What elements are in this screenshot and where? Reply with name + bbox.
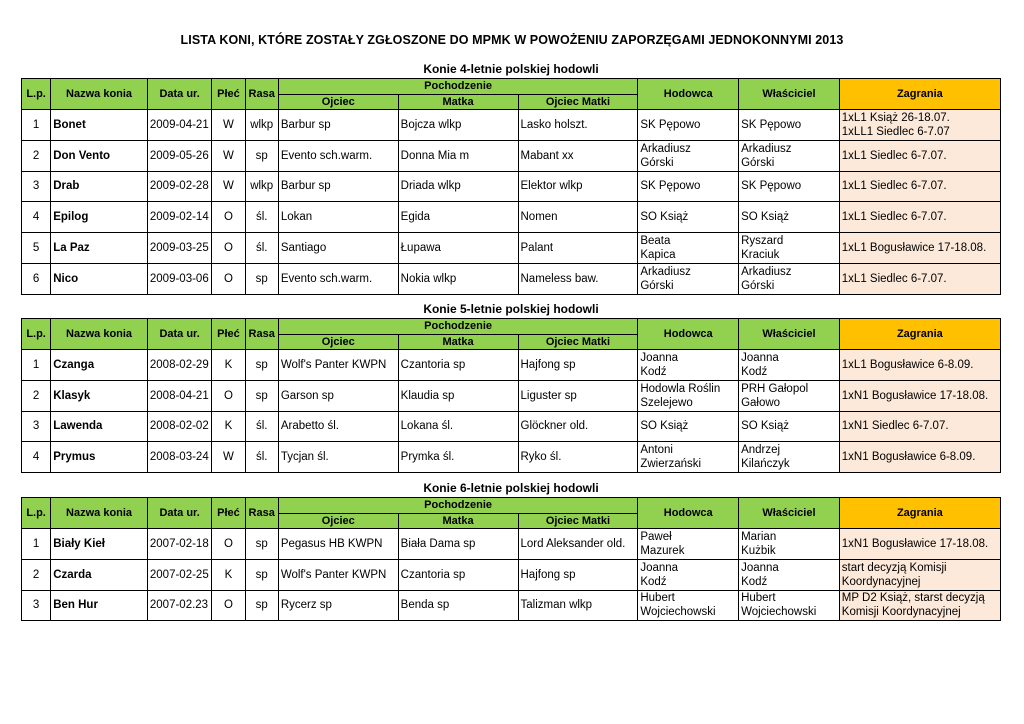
- cell-line: 1xN1 Siedlec 6-7.07.: [841, 420, 949, 433]
- header-name: Nazwa konia: [51, 319, 148, 350]
- table-row: [22, 411, 1001, 442]
- cell-line: 1xL1 Siedlec 6-7.07.: [841, 211, 947, 224]
- cell-dam: Klaudia sp: [398, 380, 518, 411]
- header-pedigree: Pochodzenie: [278, 319, 638, 335]
- cell-sex: W: [212, 442, 245, 473]
- cell-line: SK Pępowo: [741, 180, 802, 193]
- cell-horse-name: Biały Kieł: [51, 529, 148, 560]
- cell-breeder: [638, 380, 739, 411]
- cell-line: Antoni: [640, 444, 673, 457]
- cell-starts: [839, 559, 1000, 590]
- cell-line: Marian: [741, 530, 777, 543]
- table-row: [22, 529, 1001, 560]
- cell-line: Górski: [640, 279, 674, 292]
- cell-damsire: Ryko śl.: [518, 442, 638, 473]
- cell-line: Ryszard: [741, 235, 784, 248]
- cell-dam: Biała Dama sp: [398, 529, 518, 560]
- cell-line: Arkadiusz: [741, 142, 792, 155]
- cell-breeder: [638, 140, 739, 171]
- cell-sex: O: [212, 263, 245, 294]
- cell-breeder: [638, 559, 739, 590]
- header-name: Nazwa konia: [51, 498, 148, 529]
- cell-breed: wlkp: [245, 171, 278, 202]
- cell-sire: Barbur sp: [278, 110, 398, 141]
- table-row: [22, 380, 1001, 411]
- cell-breeder: [638, 411, 739, 442]
- cell-line: 1xL1 Siedlec 6-7.07.: [841, 180, 947, 193]
- cell-owner: [739, 590, 840, 621]
- cell-sex: W: [212, 171, 245, 202]
- cell-sire: Evento sch.warm.: [278, 263, 398, 294]
- header-breed: Rasa: [245, 498, 278, 529]
- cell-damsire: Glöckner old.: [518, 411, 638, 442]
- cell-starts: [839, 350, 1000, 381]
- header-sex: Płeć: [212, 319, 245, 350]
- table-row: [22, 559, 1001, 590]
- header-breeder: Hodowca: [638, 498, 739, 529]
- cell-line: Arkadiusz: [741, 265, 792, 278]
- cell-line: Kodź: [741, 365, 768, 378]
- header-sire: Ojciec: [278, 513, 398, 529]
- header-lp: L.p.: [22, 319, 51, 350]
- horse-table: [21, 497, 1001, 621]
- header-sire: Ojciec: [278, 334, 398, 350]
- header-pedigree: Pochodzenie: [278, 498, 638, 514]
- cell-damsire: Nameless baw.: [518, 263, 638, 294]
- header-owner: Właściciel: [739, 79, 840, 110]
- table-row: [22, 350, 1001, 381]
- cell-starts: [839, 380, 1000, 411]
- cell-line: Arkadiusz: [640, 265, 691, 278]
- cell-lp: 3: [22, 590, 51, 621]
- cell-breed: sp: [245, 529, 278, 560]
- cell-line: start decyzją Komisji: [841, 561, 947, 574]
- header-sex: Płeć: [212, 498, 245, 529]
- table-row: [22, 171, 1001, 202]
- cell-sire: Santiago: [278, 233, 398, 264]
- header-sire: Ojciec: [278, 94, 398, 110]
- cell-line: 1xN1 Bogusławice 6-8.09.: [841, 451, 976, 464]
- header-damsire: Ojciec Matki: [518, 334, 638, 350]
- cell-line: Hubert: [640, 592, 675, 605]
- cell-horse-name: Bonet: [51, 110, 148, 141]
- cell-line: Zwierzański: [640, 458, 702, 471]
- cell-horse-name: Nico: [51, 263, 148, 294]
- cell-starts: [839, 411, 1000, 442]
- cell-breed: śl.: [245, 233, 278, 264]
- cell-line: SO Książ: [640, 420, 689, 433]
- header-breeder: Hodowca: [638, 79, 739, 110]
- cell-breeder: [638, 442, 739, 473]
- cell-birth-date: 2008-02-02: [147, 411, 211, 442]
- table-row: [22, 140, 1001, 171]
- cell-line: 1xL1 Bogusławice 17-18.08.: [841, 242, 987, 255]
- cell-dam: Driada wlkp: [398, 171, 518, 202]
- cell-line: Szelejewo: [640, 396, 693, 409]
- horse-table: [21, 318, 1001, 473]
- cell-starts: [839, 263, 1000, 294]
- cell-sex: K: [212, 559, 245, 590]
- cell-damsire: Lasko holszt.: [518, 110, 638, 141]
- cell-lp: 1: [22, 110, 51, 141]
- cell-horse-name: Lawenda: [51, 411, 148, 442]
- cell-lp: 4: [22, 442, 51, 473]
- header-starts: Zagrania: [839, 79, 1000, 110]
- table-row: [22, 263, 1001, 294]
- cell-breeder: [638, 590, 739, 621]
- header-owner: Właściciel: [739, 498, 840, 529]
- section-title: Konie 6-letnie polskiej hodowli: [423, 481, 599, 495]
- cell-line: Wojciechowski: [640, 606, 716, 619]
- header-date: Data ur.: [147, 319, 211, 350]
- cell-breed: śl.: [245, 442, 278, 473]
- cell-line: Arkadiusz: [640, 142, 691, 155]
- cell-line: Górski: [741, 279, 775, 292]
- cell-starts: [839, 110, 1000, 141]
- cell-line: SO Książ: [640, 211, 689, 224]
- cell-breed: wlkp: [245, 110, 278, 141]
- cell-dam: Nokia wlkp: [398, 263, 518, 294]
- cell-line: SK Pępowo: [741, 118, 802, 131]
- cell-lp: 5: [22, 233, 51, 264]
- cell-line: SK Pępowo: [640, 118, 701, 131]
- cell-damsire: Mabant xx: [518, 140, 638, 171]
- cell-breed: sp: [245, 263, 278, 294]
- cell-starts: [839, 140, 1000, 171]
- table-row: [22, 202, 1001, 233]
- cell-birth-date: 2008-03-24: [147, 442, 211, 473]
- header-starts: Zagrania: [839, 498, 1000, 529]
- cell-sex: O: [212, 590, 245, 621]
- cell-sire: Arabetto śl.: [278, 411, 398, 442]
- cell-sire: Tycjan śl.: [278, 442, 398, 473]
- cell-owner: [739, 110, 840, 141]
- cell-birth-date: 2007-02-18: [147, 529, 211, 560]
- cell-damsire: Nomen: [518, 202, 638, 233]
- cell-sex: O: [212, 529, 245, 560]
- cell-line: 1xL1 Bogusławice 6-8.09.: [841, 358, 974, 371]
- cell-owner: [739, 442, 840, 473]
- cell-line: SK Pępowo: [640, 180, 701, 193]
- cell-line: Joanna: [741, 561, 779, 574]
- header-dam: Matka: [398, 94, 518, 110]
- cell-horse-name: Czarda: [51, 559, 148, 590]
- cell-dam: Lokana śl.: [398, 411, 518, 442]
- cell-horse-name: Ben Hur: [51, 590, 148, 621]
- cell-birth-date: 2007-02-25: [147, 559, 211, 590]
- cell-lp: 6: [22, 263, 51, 294]
- cell-line: Hubert: [741, 592, 776, 605]
- cell-starts: [839, 202, 1000, 233]
- cell-sex: K: [212, 411, 245, 442]
- cell-dam: Bojcza wlkp: [398, 110, 518, 141]
- cell-breed: śl.: [245, 202, 278, 233]
- cell-sire: Wolf's Panter KWPN: [278, 559, 398, 590]
- cell-damsire: Palant: [518, 233, 638, 264]
- cell-birth-date: 2009-05-26: [147, 140, 211, 171]
- cell-line: 1xL1 Siedlec 6-7.07.: [841, 149, 947, 162]
- cell-line: 1xL1 Książ 26-18.07.: [841, 111, 950, 124]
- cell-birth-date: 2009-04-21: [147, 110, 211, 141]
- cell-line: Górski: [640, 156, 674, 169]
- cell-sex: W: [212, 140, 245, 171]
- cell-owner: [739, 559, 840, 590]
- cell-birth-date: 2009-03-25: [147, 233, 211, 264]
- cell-breeder: [638, 202, 739, 233]
- cell-owner: [739, 202, 840, 233]
- cell-line: Kodź: [640, 365, 667, 378]
- cell-sex: K: [212, 350, 245, 381]
- cell-dam: Czantoria sp: [398, 559, 518, 590]
- cell-damsire: Lord Aleksander old.: [518, 529, 638, 560]
- cell-horse-name: Epilog: [51, 202, 148, 233]
- cell-horse-name: Klasyk: [51, 380, 148, 411]
- cell-owner: [739, 233, 840, 264]
- header-starts: Zagrania: [839, 319, 1000, 350]
- header-name: Nazwa konia: [51, 79, 148, 110]
- cell-owner: [739, 263, 840, 294]
- cell-breeder: [638, 233, 739, 264]
- cell-breeder: [638, 171, 739, 202]
- cell-birth-date: 2008-02-29: [147, 350, 211, 381]
- cell-dam: Prymka śl.: [398, 442, 518, 473]
- cell-damsire: Elektor wlkp: [518, 171, 638, 202]
- table-row: [22, 233, 1001, 264]
- cell-breed: śl.: [245, 411, 278, 442]
- cell-damsire: Hajfong sp: [518, 559, 638, 590]
- cell-line: Komisji Koordynacyjnej: [841, 606, 961, 619]
- cell-line: Joanna: [640, 351, 679, 364]
- cell-owner: [739, 380, 840, 411]
- cell-line: 1xL1 Siedlec 6-7.07.: [841, 272, 947, 285]
- table-row: [22, 110, 1001, 141]
- cell-line: Koordynacyjnej: [841, 575, 921, 588]
- cell-horse-name: Prymus: [51, 442, 148, 473]
- header-owner: Właściciel: [739, 319, 840, 350]
- cell-sire: Lokan: [278, 202, 398, 233]
- cell-line: SO Książ: [741, 211, 789, 224]
- cell-damsire: Hajfong sp: [518, 350, 638, 381]
- cell-line: Joanna: [741, 351, 779, 364]
- cell-line: 1xN1 Bogusławice 17-18.08.: [841, 537, 989, 550]
- cell-lp: 2: [22, 559, 51, 590]
- cell-owner: [739, 411, 840, 442]
- cell-line: Mazurek: [640, 544, 685, 557]
- cell-horse-name: Don Vento: [51, 140, 148, 171]
- cell-birth-date: 2009-02-28: [147, 171, 211, 202]
- cell-sex: W: [212, 110, 245, 141]
- cell-dam: Donna Mia m: [398, 140, 518, 171]
- cell-sire: Wolf's Panter KWPN: [278, 350, 398, 381]
- cell-starts: [839, 590, 1000, 621]
- cell-sire: Garson sp: [278, 380, 398, 411]
- cell-owner: [739, 140, 840, 171]
- cell-lp: 1: [22, 350, 51, 381]
- cell-breed: sp: [245, 559, 278, 590]
- header-dam: Matka: [398, 513, 518, 529]
- cell-owner: [739, 350, 840, 381]
- header-date: Data ur.: [147, 79, 211, 110]
- cell-sire: Evento sch.warm.: [278, 140, 398, 171]
- header-damsire: Ojciec Matki: [518, 513, 638, 529]
- cell-breeder: [638, 350, 739, 381]
- cell-breed: sp: [245, 590, 278, 621]
- cell-line: Hodowla Roślin: [640, 382, 721, 395]
- cell-line: Kilańczyk: [741, 458, 790, 471]
- cell-birth-date: 2009-02-14: [147, 202, 211, 233]
- cell-lp: 2: [22, 380, 51, 411]
- cell-owner: [739, 529, 840, 560]
- cell-dam: Łupawa: [398, 233, 518, 264]
- cell-sire: Pegasus HB KWPN: [278, 529, 398, 560]
- header-lp: L.p.: [22, 79, 51, 110]
- cell-horse-name: Czanga: [51, 350, 148, 381]
- cell-line: Beata: [640, 235, 671, 248]
- cell-lp: 2: [22, 140, 51, 171]
- cell-line: Kapica: [640, 249, 676, 262]
- cell-line: Górski: [741, 156, 775, 169]
- cell-lp: 3: [22, 171, 51, 202]
- cell-dam: Czantoria sp: [398, 350, 518, 381]
- table-row: [22, 590, 1001, 621]
- cell-line: 1xN1 Bogusławice 17-18.08.: [841, 389, 989, 402]
- header-breed: Rasa: [245, 79, 278, 110]
- cell-line: Kodź: [741, 575, 768, 588]
- cell-breeder: [638, 529, 739, 560]
- header-pedigree: Pochodzenie: [278, 79, 638, 95]
- cell-breed: sp: [245, 380, 278, 411]
- cell-sex: O: [212, 380, 245, 411]
- header-damsire: Ojciec Matki: [518, 94, 638, 110]
- cell-sex: O: [212, 202, 245, 233]
- cell-line: Kraciuk: [741, 249, 780, 262]
- cell-starts: [839, 171, 1000, 202]
- table-row: [22, 442, 1001, 473]
- cell-lp: 1: [22, 529, 51, 560]
- cell-line: SO Książ: [741, 420, 789, 433]
- cell-lp: 4: [22, 202, 51, 233]
- cell-sire: Barbur sp: [278, 171, 398, 202]
- cell-line: PRH Gałopol: [741, 382, 809, 395]
- cell-owner: [739, 171, 840, 202]
- header-sex: Płeć: [212, 79, 245, 110]
- cell-line: Paweł: [640, 530, 672, 543]
- cell-damsire: Liguster sp: [518, 380, 638, 411]
- cell-horse-name: Drab: [51, 171, 148, 202]
- cell-dam: Egida: [398, 202, 518, 233]
- cell-line: Kodź: [640, 575, 667, 588]
- cell-line: 1xLL1 Siedlec 6-7.07: [841, 125, 950, 138]
- cell-sex: O: [212, 233, 245, 264]
- document-title: LISTA KONI, KTÓRE ZOSTAŁY ZGŁOSZONE DO MPMK W POWOŻENIU ZAPORZĘGAMI JEDNOKONNYMI 2013: [180, 33, 844, 47]
- cell-line: Joanna: [640, 561, 679, 574]
- cell-sire: Rycerz sp: [278, 590, 398, 621]
- cell-starts: [839, 529, 1000, 560]
- cell-horse-name: La Paz: [51, 233, 148, 264]
- cell-line: Gałowo: [741, 396, 781, 409]
- cell-damsire: Talizman wlkp: [518, 590, 638, 621]
- cell-birth-date: 2009-03-06: [147, 263, 211, 294]
- cell-line: MP D2 Książ, starst decyzją: [841, 592, 985, 605]
- header-breeder: Hodowca: [638, 319, 739, 350]
- cell-line: Kużbik: [741, 544, 776, 557]
- cell-breed: sp: [245, 140, 278, 171]
- header-date: Data ur.: [147, 498, 211, 529]
- cell-birth-date: 2007-02.23: [147, 590, 211, 621]
- cell-dam: Benda sp: [398, 590, 518, 621]
- horse-table: [21, 78, 1001, 295]
- header-breed: Rasa: [245, 319, 278, 350]
- cell-breeder: [638, 110, 739, 141]
- cell-starts: [839, 442, 1000, 473]
- header-dam: Matka: [398, 334, 518, 350]
- cell-starts: [839, 233, 1000, 264]
- section-title: Konie 4-letnie polskiej hodowli: [423, 62, 599, 76]
- header-lp: L.p.: [22, 498, 51, 529]
- cell-lp: 3: [22, 411, 51, 442]
- cell-breed: sp: [245, 350, 278, 381]
- section-title: Konie 5-letnie polskiej hodowli: [423, 302, 599, 316]
- cell-line: Wojciechowski: [741, 606, 817, 619]
- cell-breeder: [638, 263, 739, 294]
- cell-line: Andrzej: [741, 444, 781, 457]
- cell-birth-date: 2008-04-21: [147, 380, 211, 411]
